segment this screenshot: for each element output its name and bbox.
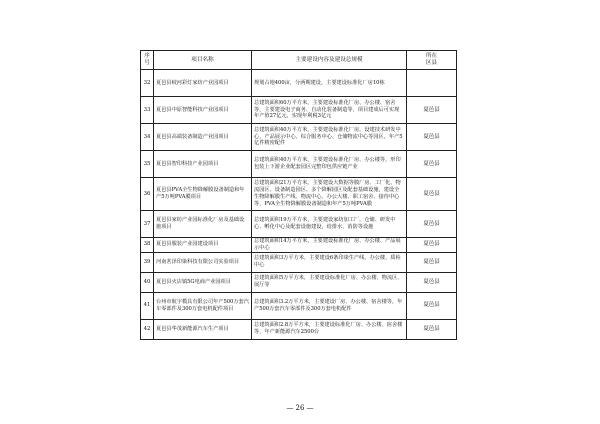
row-region: 夏邑县 [407, 272, 457, 292]
table-row [141, 292, 457, 319]
row-region: 夏邑县 [407, 238, 457, 253]
row-region: 夏邑县 [407, 292, 457, 319]
row-region: 夏邑县 [407, 252, 457, 272]
project-table [140, 50, 457, 340]
table-row [141, 238, 457, 253]
table-row [141, 151, 457, 178]
row-project-name: 夏邑县华茂新能源汽车生产项目 [154, 319, 252, 339]
header-content: 主要建设内容及建设总规模 [252, 51, 407, 70]
row-number: 36 [141, 178, 154, 211]
table-row [141, 124, 457, 151]
row-content: 总建筑面积3万平方米，主要建设6条印染生产线、办公楼、质检中心 [252, 252, 407, 272]
row-content: 总建筑面积19万平方米，主要建设家纺加工厂，仓储、研发中心、孵化中心及配套设施建设，给排水、消防等设施 [252, 211, 407, 238]
header-seq: 序 号 [141, 51, 154, 70]
table-body [141, 70, 457, 340]
page-number: — 26 — [286, 404, 314, 412]
row-project-name: 台州市航宇模具有限公司年产500万套汽车零部件及300万套电机配件项目 [154, 292, 252, 319]
row-content: 总建筑面积5万平方米，主要建设标准化厂房、办公楼、物流区、展厅等 [252, 272, 407, 292]
row-content: 总建筑面积60万平方米，主要建设标准化厂房、办公楼、宿舍等，主要建设电子商务、自动化装备制造等，项目建成后可实现年产值27亿元，实现年利税3亿元 [252, 97, 407, 124]
row-region: 夏邑县 [407, 178, 457, 211]
row-region: 夏邑县 [407, 319, 457, 339]
row-content: 规划占地400亩，分两期建设，主要建设标准化厂房10栋 [252, 70, 407, 97]
row-region: 夏邑县 [407, 97, 457, 124]
table-row [141, 211, 457, 238]
row-number: 38 [141, 238, 154, 253]
row-project-name: 夏邑县火店镇5G电商产业园项目 [154, 272, 252, 292]
table-row [141, 319, 457, 339]
row-region: 夏邑县 [407, 211, 457, 238]
table-row [141, 178, 457, 211]
row-number: 39 [141, 252, 154, 272]
table-row [141, 272, 457, 292]
row-region: 夏邑县 [407, 124, 457, 151]
row-content: 总建筑面积21万平方米，主要建设大数据等膜厂房、工厂化、物流园区、设备制造园区、多个降解园区及配套基础设施，建设全生物降解膜生产线、物流中心、办公大楼、职工宿舍、接待中心等，PVA全生物降解膜设备制造和年产5万吨PVA膜 [252, 178, 407, 211]
row-region [407, 70, 457, 97]
row-number: 40 [141, 272, 154, 292]
row-number: 41 [141, 292, 154, 319]
row-number: 34 [141, 124, 154, 151]
table-row [141, 70, 457, 97]
row-number: 32 [141, 70, 154, 97]
row-project-name: 夏邑县家纺产业园标准化厂房及基础设施项目 [154, 211, 252, 238]
header-region: 所在 区县 [407, 51, 457, 70]
row-number: 42 [141, 319, 154, 339]
table-row [141, 97, 457, 124]
table-row [141, 252, 457, 272]
row-number: 37 [141, 211, 154, 238]
row-content: 总建筑面积2.8万平方米，主要建设标准化厂房、办公楼、宿舍楼等，年产新能源汽车2500台 [252, 319, 407, 339]
row-content: 总建筑面积14万平方米，主要建设标准化厂房、办公楼、产品展示中心 [252, 238, 407, 253]
row-region: 夏邑县 [407, 151, 457, 178]
row-project-name: 夏邑县岐河彩灯家纺产业园项目 [154, 70, 252, 97]
row-number: 35 [141, 151, 154, 178]
table-header-row [141, 51, 457, 70]
header-project-name: 项目名称 [154, 51, 252, 70]
row-project-name: 夏邑县中原智能科技产业园项目 [154, 97, 252, 124]
row-project-name: 夏邑县服装产业园建设项目 [154, 238, 252, 253]
row-project-name: 夏邑县高端装备制造产业园项目 [154, 124, 252, 151]
row-content: 总建筑面积40万平方米，主要建设标准化厂房、办公楼等，形印包装上下游企业配套园区完整印包供应链产业 [252, 151, 407, 178]
row-number: 33 [141, 97, 154, 124]
row-content: 总建筑面积40万平方米，主要建设标准化厂房，设建技术研发中心、产品展示中心、综合服务中心、仓储物流中心等园区，年产5亿件精密配件 [252, 124, 407, 151]
row-project-name: 夏邑县智印科技产业园项目 [154, 151, 252, 178]
row-project-name: 河南茗泽印染科技有限公司实验项目 [154, 252, 252, 272]
row-content: 总建筑面积3.2万平方米，主要建设厂房、办公楼、宿舍楼等，年产500万套汽车零部件及300万套电机配件 [252, 292, 407, 319]
row-project-name: 夏邑县PVA全生物降解膜设备制造和年产5万吨PVA膜项目 [154, 178, 252, 211]
